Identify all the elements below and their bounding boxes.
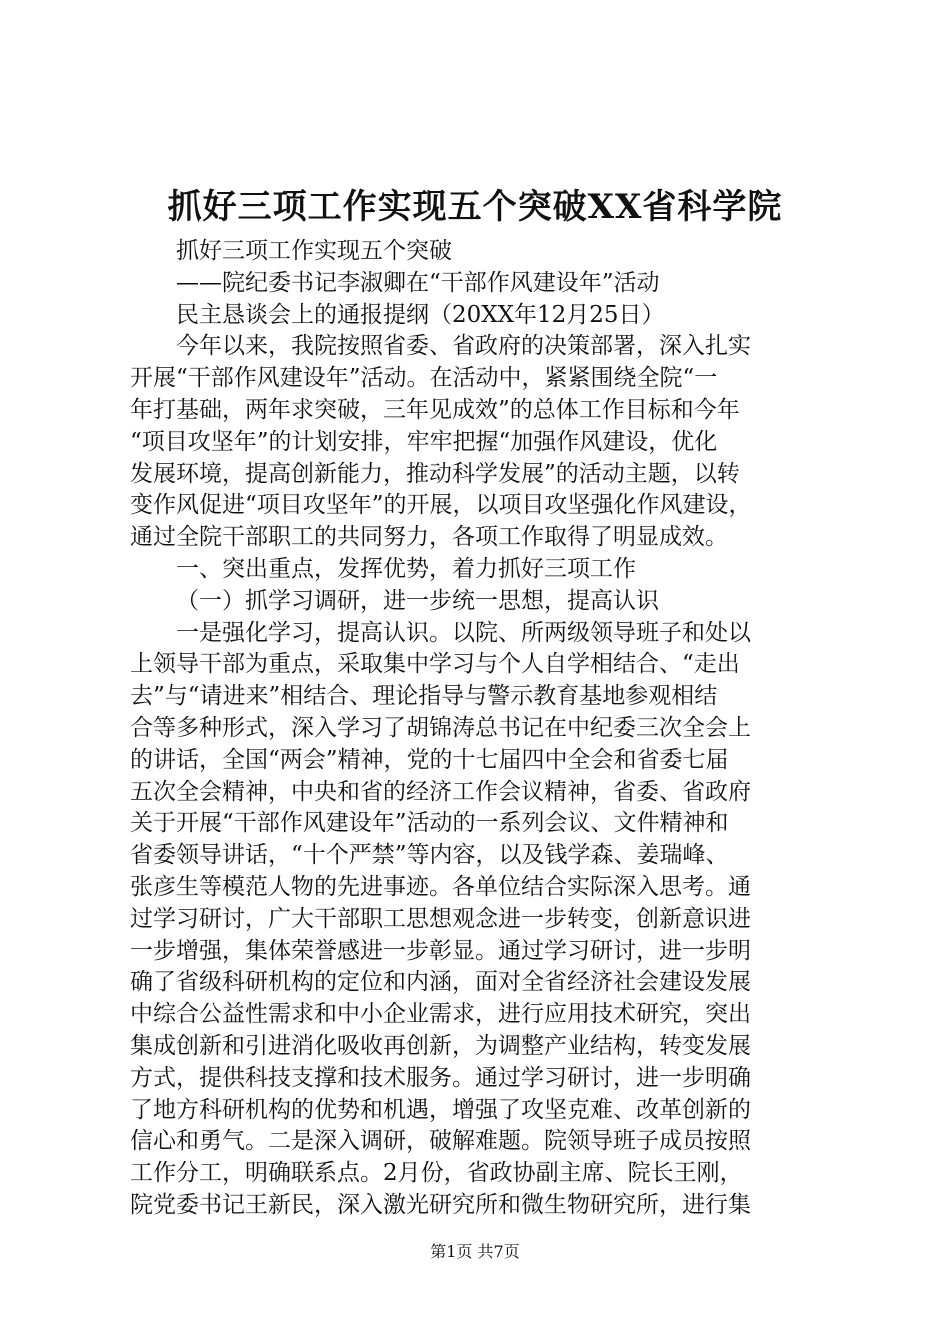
text-line: “项目攻坚年”的计划安排，牢牢把握“加强作风建设，优化 bbox=[130, 428, 718, 455]
document-body bbox=[130, 236, 830, 1222]
text-line: 方式，提供科技支撑和技术服务。通过学习研讨，进一步明确 bbox=[130, 1064, 751, 1091]
text-line: 了地方科研机构的优势和机遇，增强了攻坚克难、改革创新的 bbox=[130, 1096, 751, 1123]
text-line: 合等多种形式，深入学习了胡锦涛总书记在中纪委三次全会上 bbox=[130, 714, 751, 741]
text-line: 关于开展“干部作风建设年”活动的一系列会议、文件精神和 bbox=[130, 810, 729, 837]
text-line: 工作分工，明确联系点。2月份，省政协副主席、院长王刚， bbox=[130, 1160, 743, 1187]
text-line: 发展环境，提高创新能力，推动科学发展”的活动主题，以转 bbox=[130, 460, 740, 487]
text-line: 信心和勇气。二是深入调研，破解难题。院领导班子成员按照 bbox=[130, 1128, 751, 1155]
text-line: 五次全会精神，中央和省的经济工作会议精神，省委、省政府 bbox=[130, 778, 751, 805]
page-footer: 第1页 共7页 bbox=[430, 1242, 520, 1261]
text-line: 去”与“请进来”相结合、理论指导与警示教育基地参观相结 bbox=[130, 683, 718, 710]
text-line: 今年以来，我院按照省委、省政府的决策部署，深入扎实 bbox=[176, 333, 751, 360]
text-line: 省委领导讲话，“十个严禁”等内容，以及钱学森、姜瑞峰、 bbox=[130, 842, 729, 869]
text-line: 一步增强，集体荣誉感进一步彰显。通过学习研讨，进一步明 bbox=[130, 937, 751, 964]
text-line: 开展“干部作风建设年”活动。在活动中，紧紧围绕全院“一 bbox=[130, 365, 718, 392]
text-line: 抓好三项工作实现五个突破 bbox=[176, 238, 452, 264]
text-line: 过学习研讨，广大干部职工思想观念进一步转变，创新意识进 bbox=[130, 905, 751, 932]
text-line: 院党委书记王新民，深入激光研究所和微生物研究所，进行集 bbox=[130, 1191, 751, 1218]
text-line: （一）抓学习调研，进一步统一思想，提高认识 bbox=[176, 587, 659, 614]
document-title: 抓好三项工作实现五个突破XX省科学院 bbox=[167, 187, 783, 227]
text-line: ——院纪委书记李淑卿在“干部作风建设年”活动 bbox=[176, 269, 660, 296]
text-line: 一、突出重点，发挥优势，着力抓好三项工作 bbox=[176, 555, 636, 582]
text-line: 张彦生等模范人物的先进事迹。各单位结合实际深入思考。通 bbox=[130, 873, 751, 900]
text-line: 一是强化学习，提高认识。以院、所两级领导班子和处以 bbox=[176, 619, 751, 646]
text-line: 年打基础，两年求突破，三年见成效”的总体工作目标和今年 bbox=[130, 396, 740, 423]
text-line: 确了省级科研机构的定位和内涵，面对全省经济社会建设发展 bbox=[130, 969, 751, 996]
text-line: 中综合公益性需求和中小企业需求，进行应用技术研究，突出 bbox=[130, 1001, 751, 1028]
text-line: 的讲话，全国“两会”精神，党的十七届四中全会和省委七届 bbox=[130, 746, 729, 773]
text-line: 变作风促进“项目攻坚年”的开展，以项目攻坚强化作风建设， bbox=[130, 492, 752, 519]
text-line: 上领导干部为重点，采取集中学习与个人自学相结合、“走出 bbox=[130, 651, 740, 678]
text-line: 民主恳谈会上的通报提纲（20XX年12月25日） bbox=[176, 301, 665, 328]
text-line: 通过全院干部职工的共同努力，各项工作取得了明显成效。 bbox=[130, 524, 728, 551]
text-line: 集成创新和引进消化吸收再创新，为调整产业结构，转变发展 bbox=[130, 1032, 751, 1059]
